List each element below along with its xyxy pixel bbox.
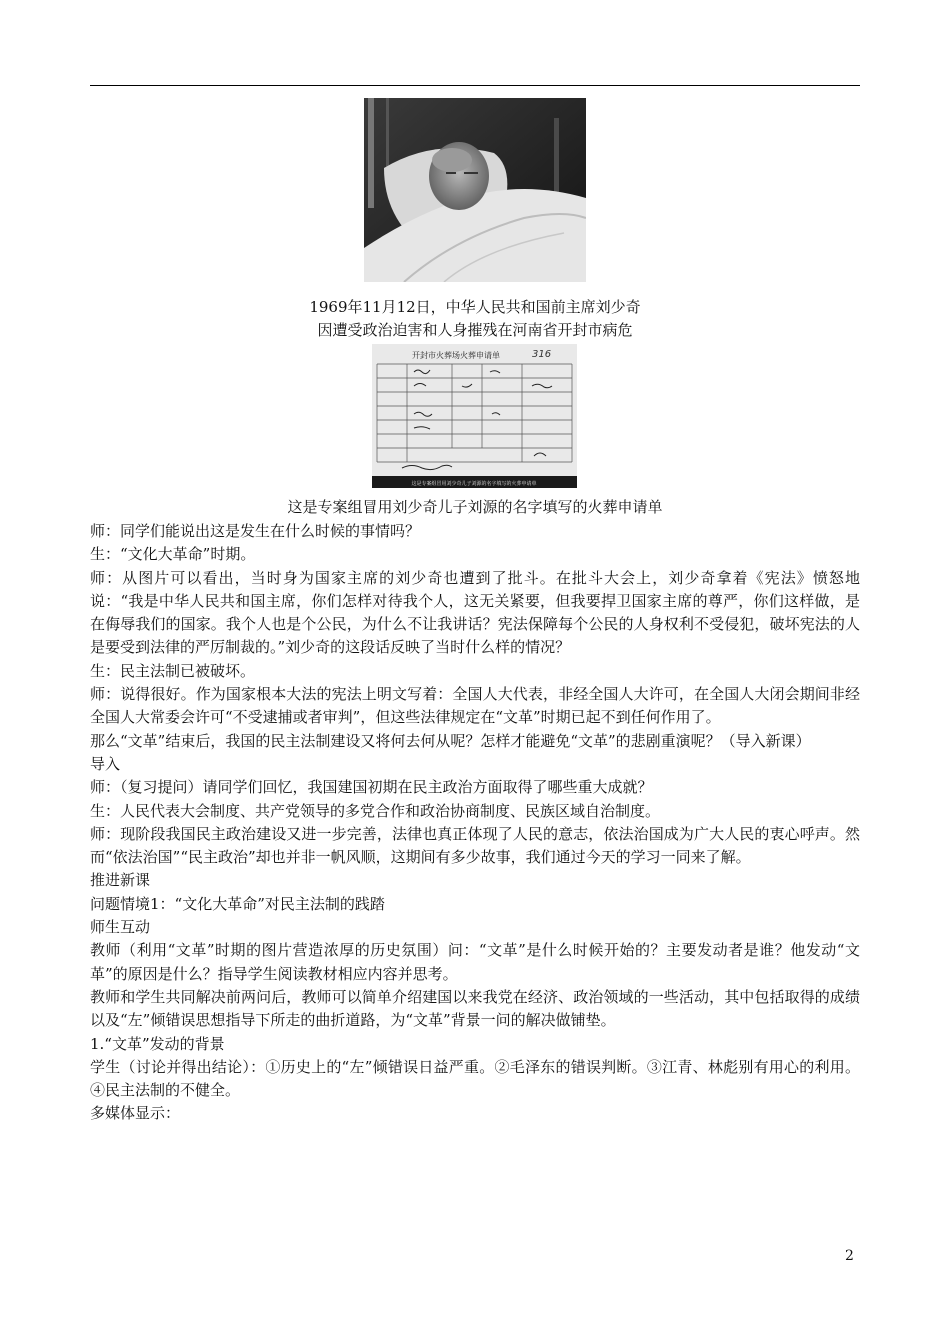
form-stamp-number: 316 [532, 349, 552, 360]
paragraph: 生：“文化大革命”时期。 [90, 545, 256, 564]
section-heading: 问题情境1：“文化大革命”对民主法制的践踏 [90, 894, 385, 913]
paragraph: 师：同学们能说出这是发生在什么时候的事情吗？ [90, 522, 421, 540]
photo2-caption: 这是专案组冒用刘少奇儿子刘源的名字填写的火葬申请单 [287, 498, 663, 516]
form-footer-text: 这是专案组冒用刘少奇儿子刘源的名字填写的火葬申请单 [411, 481, 537, 487]
paragraph: 教师（利用“文革”时期的图片营造浓厚的历史氛围）问：“文革”是什么时候开始的？主要发动者是谁？他发动“文革”的原因是什么？指导学生阅读教材相应内容并思考。 [90, 941, 860, 983]
paragraph: 那么“文革”结束后，我国的民主法制建设又将何去何从呢？怎样才能避免“文革”的悲剧重演呢？（导入新课） [90, 731, 811, 750]
paragraph: 生：民主法制已被破坏。 [90, 661, 256, 680]
header-rule [90, 85, 860, 86]
section-heading: 师生互动 [90, 918, 151, 937]
liu-shaoqi-bed-photo [364, 98, 586, 282]
cremation-form-illustration [372, 344, 577, 488]
cremation-form-photo [372, 344, 577, 488]
paragraph: 多媒体显示： [90, 1104, 181, 1123]
photo1-caption-line1: 1969年11月12日，中华人民共和国前主席刘少奇 [309, 298, 641, 316]
form-title: 开封市火葬场火葬申请单 [412, 351, 500, 360]
paragraph: 师：说得很好。作为国家根本大法的宪法上明文写着：全国人大代表，非经全国人大许可，在全国人大闭会期间非经全国人大常委会许可“不受逮捕或者审判”，但这些法律规定在“文革”时期已起不到任何作用了。 [90, 685, 860, 727]
paragraph: 教师和学生共同解决前两问后，教师可以简单介绍建国以来我党在经济、政治领域的一些活动，其中包括取得的成绩以及“左”倾错误思想指导下所走的曲折道路，为“文革”背景一问的解决做铺垫。 [90, 987, 860, 1030]
paragraph: 师：现阶段我国民主政治建设又进一步完善，法律也真正体现了人民的意志，依法治国成为广大人民的衷心呼声。然而“依法治国”“民主政治”却也并非一帆风顺，这期间有多少故事，我们通过今天的学习一同来了解。 [90, 824, 860, 867]
section-heading: 1.“文革”发动的背景 [90, 1034, 225, 1053]
lesson-body [90, 520, 860, 1126]
paragraph: 生：人民代表大会制度、共产党领导的多党合作和政治协商制度、民族区域自治制度。 [90, 801, 661, 820]
page-number: 2 [845, 1248, 854, 1264]
photo1-caption-line2: 因遭受政治迫害和人身摧残在河南省开封市病危 [317, 321, 633, 339]
section-heading: 推进新课 [90, 871, 151, 890]
paragraph: 师：从图片可以看出，当时身为国家主席的刘少奇也遭到了批斗。在批斗大会上，刘少奇拿着《宪法》愤怒地说：“我是中华人民共和国主席，你们怎样对待我个人，这无关紧要，但我要捍卫国家主席的尊严，你们这样做，是在侮辱我们的国家。我个人也是个公民，为什么不让我讲话？宪法保障每个公民的人身权利不受侵犯，破坏宪法的人是要受到法律的严厉制裁的。”刘少奇的这段话反映了当时什么样的情况？ [90, 568, 860, 657]
paragraph: 学生（讨论并得出结论）：①历史上的“左”倾错误日益严重。②毛泽东的错误判断。③江青、林彪别有用心的利用。④民主法制的不健全。 [90, 1057, 860, 1100]
bed-photo-illustration [364, 98, 586, 282]
section-heading: 导入 [90, 754, 121, 773]
paragraph: 师：（复习提问）请同学们回忆，我国建国初期在民主政治方面取得了哪些重大成就？ [90, 778, 653, 797]
